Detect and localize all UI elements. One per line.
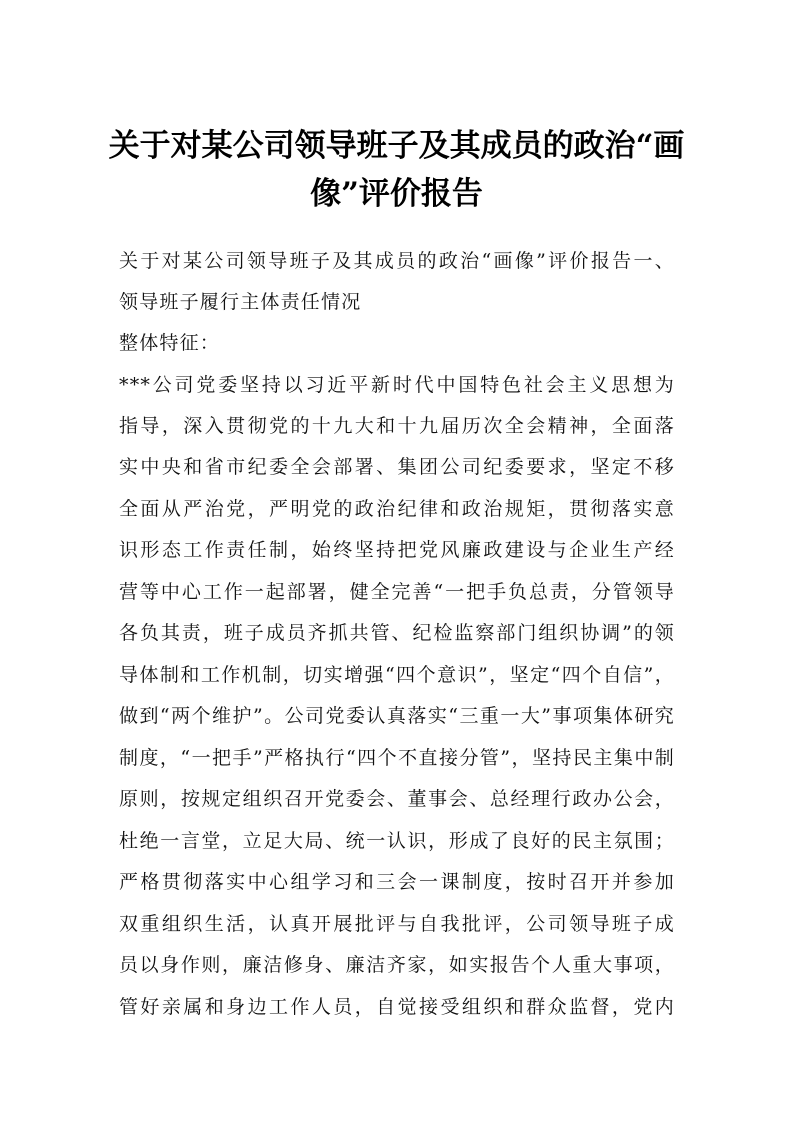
body-line: 杜绝一言堂，立足大局、统一认识，形成了良好的民主氛围； [119, 830, 675, 852]
body-line: 全面从严治党，严明党的政治纪律和政治规矩，贯彻落实意 [119, 498, 675, 520]
body-line: 管好亲属和身边工作人员，自觉接受组织和群众监督，党内 [119, 996, 675, 1018]
body-line: 关于对某公司领导班子及其成员的政治“画像”评价报告一、 [119, 250, 675, 272]
body-line: 各负其责，班子成员齐抓共管、纪检监察部门组织协调”的领 [119, 622, 675, 644]
body-line: 识形态工作责任制，始终坚持把党风廉政建设与企业生产经 [119, 539, 675, 561]
document-title-line-1: 关于对某公司领导班子及其成员的政治“画 [108, 128, 685, 164]
body-line: 实中央和省市纪委全会部署、集团公司纪委要求，坚定不移 [119, 456, 675, 478]
body-line: 导体制和工作机制，切实增强“四个意识”，坚定“四个自信”， [119, 664, 675, 686]
body-line: 员以身作则，廉洁修身、廉洁齐家，如实报告个人重大事项， [119, 954, 675, 976]
body-line: 原则，按规定组织召开党委会、董事会、总经理行政办公会， [119, 788, 675, 810]
document-title-line-2: 像”评价报告 [310, 176, 483, 212]
body-line: 营等中心工作一起部署，健全完善“一把手负总责，分管领导 [119, 581, 675, 603]
body-line: 指导，深入贯彻党的十九大和十九届历次全会精神，全面落 [119, 415, 675, 437]
body-line: ***公司党委坚持以习近平新时代中国特色社会主义思想为 [119, 374, 675, 396]
body-line: 严格贯彻落实中心组学习和三会一课制度，按时召开并参加 [119, 871, 675, 893]
body-line: 制度，“一把手”严格执行“四个不直接分管”，坚持民主集中制 [119, 747, 675, 769]
body-line: 双重组织生活，认真开展批评与自我批评，公司领导班子成 [119, 913, 675, 935]
body-line: 领导班子履行主体责任情况 [119, 291, 362, 313]
body-line: 整体特征： [119, 332, 221, 354]
body-line: 做到“两个维护”。公司党委认真落实“三重一大”事项集体研究 [119, 705, 675, 727]
